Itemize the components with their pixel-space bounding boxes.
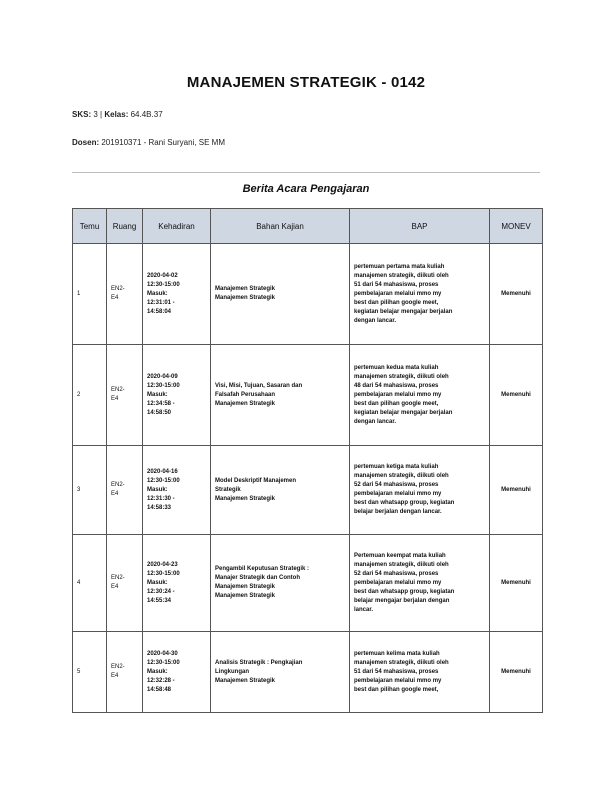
course-title: MANAJEMEN STRATEGIK - 0142 (186, 74, 426, 91)
cell-bap: pertemuan kelima mata kuliah manajemen strategik, diikuti oleh 51 dari 54 mahasiswa, proses pembelajaran melalui mmo my best dan pilihan google meet, (350, 632, 490, 713)
table-row (73, 345, 543, 446)
cell-monev: Memenuhi (490, 244, 543, 345)
cell-bahan-kajian: Manajemen Strategik Manajemen Strategik (211, 244, 350, 345)
dosen-label: Dosen: (72, 138, 100, 147)
course-meta-line (72, 110, 163, 119)
cell-kehadiran: 2020-04-16 12:30-15:00 Masuk: 12:31:30 - 14:58:33 (143, 446, 211, 535)
lecturer-line (72, 138, 225, 147)
cell-kehadiran: 2020-04-02 12:30-15:00 Masuk: 12:31:01 - 14:58:04 (143, 244, 211, 345)
table-row (73, 535, 543, 632)
cell-temu: 2 (73, 345, 107, 446)
header-monev: MONEV (490, 209, 543, 244)
cell-bahan-kajian: Visi, Misi, Tujuan, Sasaran dan Falsafah Perusahaan Manajemen Strategik (211, 345, 350, 446)
cell-bap: pertemuan kedua mata kuliah manajemen strategik, diikuti oleh 48 dari 54 mahasiswa, proses pembelajaran melalui mmo my best dan pilihan google meet, kegiatan belajar mengajar berjalan dengan lancar. (350, 345, 490, 446)
header-ruang: Ruang (107, 209, 143, 244)
cell-ruang: EN2- E4 (107, 345, 143, 446)
sks-label: SKS: (72, 110, 92, 119)
header-temu: Temu (73, 209, 107, 244)
cell-bahan-kajian: Analisis Strategik : Pengkajian Lingkungan Manajemen Strategik (211, 632, 350, 713)
cell-kehadiran: 2020-04-30 12:30-15:00 Masuk: 12:32:28 - 14:58:48 (143, 632, 211, 713)
divider (72, 172, 540, 173)
cell-bahan-kajian: Model Deskriptif Manajemen Strategik Manajemen Strategik (211, 446, 350, 535)
cell-bahan-kajian: Pengambil Keputusan Strategik : Manajer Strategik dan Contoh Manajemen Strategik Manajemen Strategik (211, 535, 350, 632)
section-title: Berita Acara Pengajaran (242, 183, 370, 195)
table-row (73, 244, 543, 345)
kelas-label: Kelas: (104, 110, 129, 119)
header-bap: BAP (350, 209, 490, 244)
table-header-row (73, 209, 543, 244)
cell-ruang: EN2- E4 (107, 632, 143, 713)
table-row (73, 632, 543, 713)
cell-bap: pertemuan ketiga mata kuliah manajemen strategik, diikuti oleh 52 dari 54 mahasiswa, proses pembelajaran melalui mmo my best dan whatsapp group, kegiatan belajar berjalan dengan lancar. (350, 446, 490, 535)
kelas-value: 64.4B.37 (130, 110, 163, 119)
cell-temu: 3 (73, 446, 107, 535)
cell-kehadiran: 2020-04-23 12:30-15:00 Masuk: 12:30:24 - 14:55:34 (143, 535, 211, 632)
header-kehadiran: Kehadiran (143, 209, 211, 244)
cell-ruang: EN2- E4 (107, 446, 143, 535)
cell-temu: 1 (73, 244, 107, 345)
meta-separator: | (100, 110, 103, 119)
cell-bap: pertemuan pertama mata kuliah manajemen strategik, diikuti oleh 51 dari 54 mahasiswa, proses pembelajaran melalui mmo my best dan pilihan google meet, kegiatan belajar mengajar berjalan dengan lancar. (350, 244, 490, 345)
cell-temu: 5 (73, 632, 107, 713)
cell-temu: 4 (73, 535, 107, 632)
cell-monev: Memenuhi (490, 345, 543, 446)
dosen-value: 201910371 - Rani Suryani, SE MM (101, 138, 225, 147)
teaching-record-table (72, 208, 543, 713)
header-bahan-kajian: Bahan Kajian (211, 209, 350, 244)
cell-monev: Memenuhi (490, 535, 543, 632)
cell-ruang: EN2- E4 (107, 244, 143, 345)
cell-monev: Memenuhi (490, 632, 543, 713)
table-row (73, 446, 543, 535)
cell-ruang: EN2- E4 (107, 535, 143, 632)
cell-bap: Pertemuan keempat mata kuliah manajemen strategik, diikuti oleh 52 dari 54 mahasiswa, proses pembelajaran melalui mmo my best dan whatsapp group, kegiatan belajar mengajar berjalan dengan lancar. (350, 535, 490, 632)
cell-monev: Memenuhi (490, 446, 543, 535)
cell-kehadiran: 2020-04-09 12:30-15:00 Masuk: 12:34:58 - 14:58:50 (143, 345, 211, 446)
sks-value: 3 (93, 110, 98, 119)
